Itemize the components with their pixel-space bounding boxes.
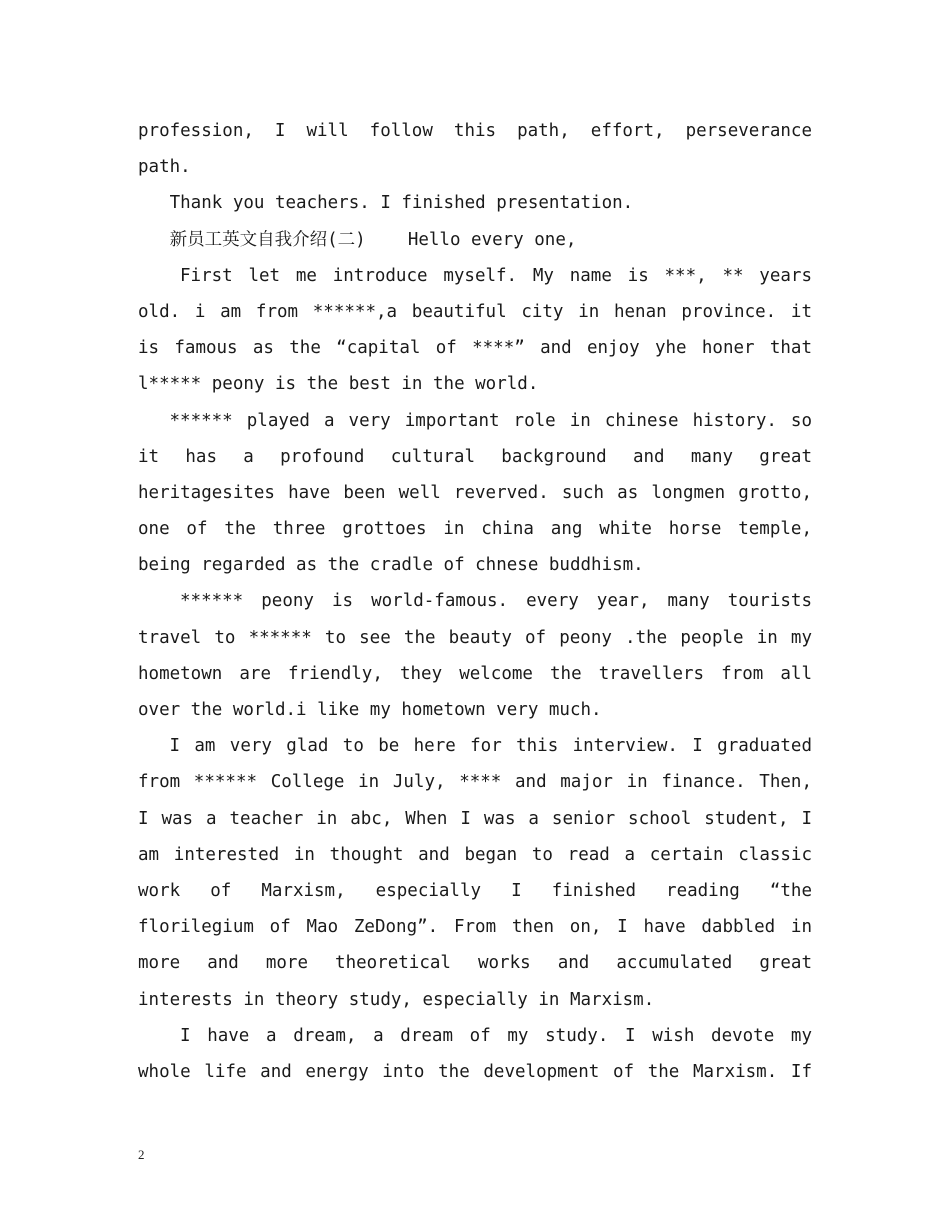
text-line: I was a teacher in abc, When I was a senior school student, I xyxy=(138,808,812,829)
text-line: over the world.i like my hometown very much. xyxy=(138,700,602,720)
text-line: old. i am from ******,a beautiful city in henan province. it xyxy=(138,301,812,322)
text-line: it has a profound cultural background and many great xyxy=(138,446,812,467)
text-line: florilegium of Mao ZeDong”. From then on, I have dabbled in xyxy=(138,917,812,938)
text-line: one of the three grottoes in china ang white horse temple, xyxy=(138,519,812,540)
page-number: 2 xyxy=(138,1147,145,1162)
text-line: ****** played a very important role in chinese history. so xyxy=(169,410,812,431)
text-line: more and more theoretical works and accumulated great xyxy=(138,953,812,974)
text-line: I am very glad to be here for this interview. I graduated xyxy=(169,736,812,757)
text-line: being regarded as the cradle of chnese buddhism. xyxy=(138,555,644,576)
text-line: First let me introduce myself. My name is ***, ** years xyxy=(180,265,812,286)
text-line: Thank you teachers. I finished presentation. xyxy=(138,193,634,214)
text-line: travel to ****** to see the beauty of peony .the people in my xyxy=(138,627,812,648)
text-line: I have a dream, a dream of my study. I wish devote my xyxy=(180,1025,812,1046)
text-line: work of Marxism, especially I finished reading “the xyxy=(138,880,812,901)
text-line: path. xyxy=(138,157,191,178)
text-line: l***** peony is the best in the world. xyxy=(138,374,539,395)
text-line: 新员工英文自我介绍(二) Hello every one, xyxy=(138,229,577,250)
text-line: profession, I will follow this path, effort, perseverance xyxy=(138,121,812,141)
text-line: hometown are friendly, they welcome the travellers from all xyxy=(138,663,812,684)
body-text xyxy=(138,113,812,1090)
text-line: whole life and energy into the development of the Marxism. If xyxy=(138,1061,812,1082)
text-line: ****** peony is world-famous. every year, many tourists xyxy=(180,591,812,612)
text-line: am interested in thought and began to read a certain classic xyxy=(138,844,812,865)
text-line: is famous as the “capital of ****” and enjoy yhe honer that xyxy=(138,338,812,359)
text-line: heritagesites have been well reverved. such as longmen grotto, xyxy=(138,482,812,503)
text-line: from ****** College in July, **** and major in finance. Then, xyxy=(138,772,812,793)
text-line: interests in theory study, especially in Marxism. xyxy=(138,989,655,1010)
